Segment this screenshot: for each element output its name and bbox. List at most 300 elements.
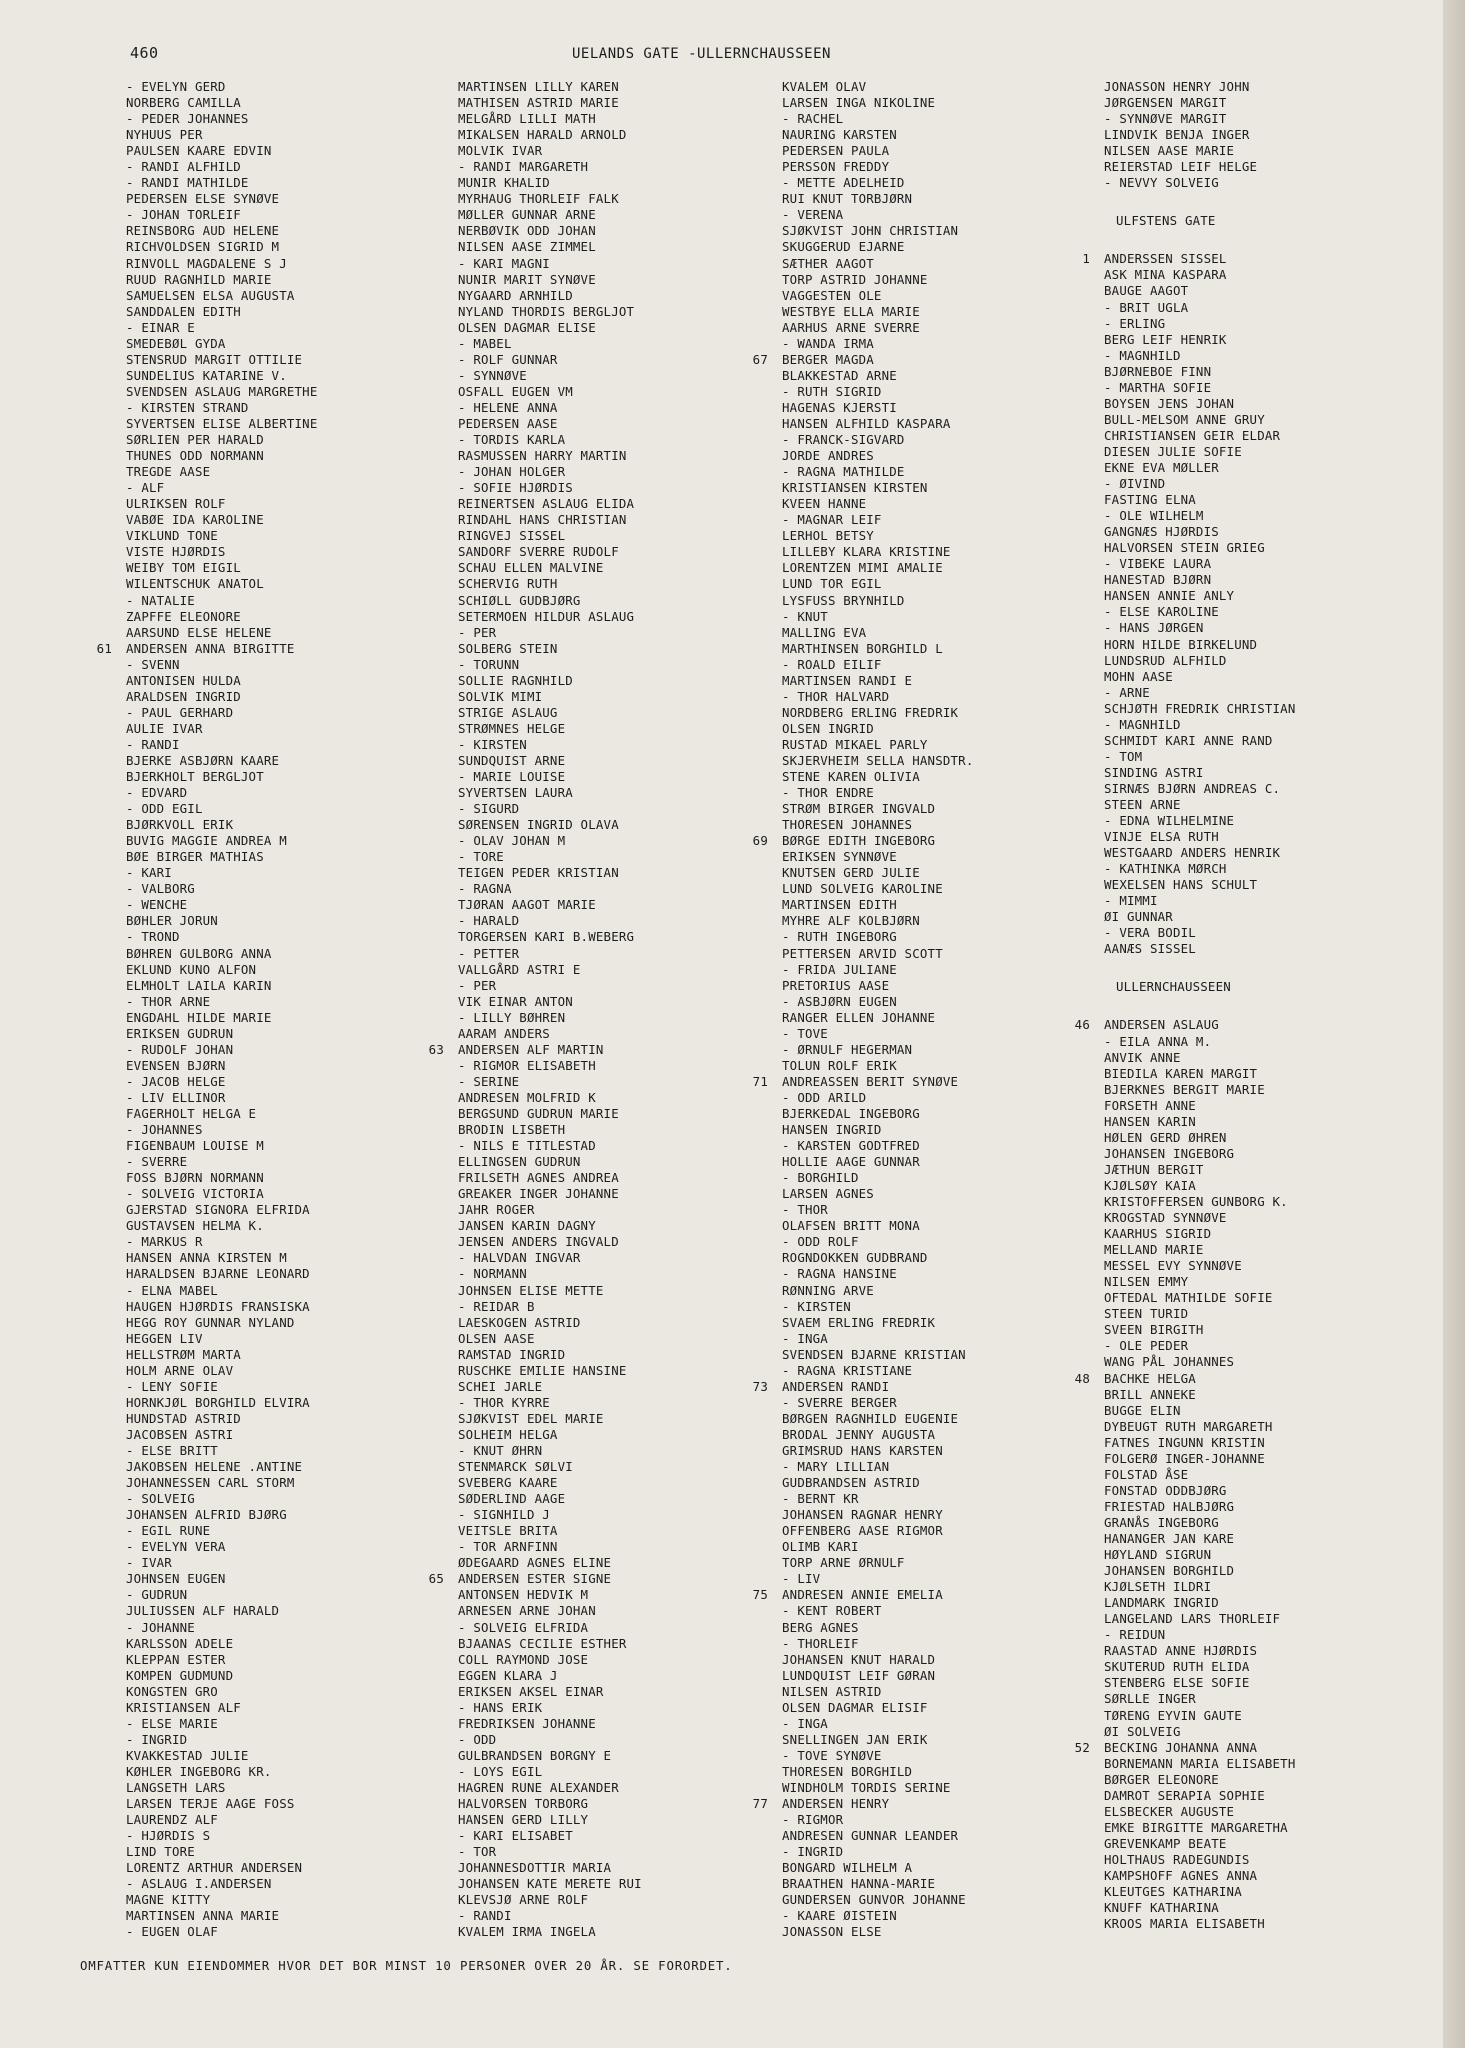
resident-name: ANDRESEN GUNNAR LEANDER: [782, 1828, 959, 1844]
resident-name: HANSEN INGRID: [782, 1122, 882, 1138]
resident-name: ANDERSEN ALF MARTIN: [458, 1041, 604, 1057]
resident-row: [782, 721, 1112, 737]
resident-row: [1104, 95, 1434, 111]
resident-row: [458, 384, 788, 400]
resident-name: SØRENSEN INGRID OLAVA: [458, 817, 619, 833]
resident-row: [126, 528, 456, 544]
resident-row: [458, 593, 788, 609]
resident-name: - REIDAR B: [458, 1298, 535, 1314]
resident-row: [782, 111, 1112, 127]
resident-name: FONSTAD ODDBJØRG: [1104, 1482, 1227, 1498]
resident-name: ANDERSSEN SISSEL: [1104, 251, 1227, 267]
resident-row: [782, 1395, 1112, 1411]
resident-name: - VERENA: [782, 207, 844, 223]
resident-name: HANESTAD BJØRN: [1104, 572, 1212, 588]
resident-name: - RUTH INGEBORG: [782, 929, 897, 945]
resident-row: [458, 1283, 788, 1299]
resident-row: [458, 1908, 788, 1924]
resident-name: FRIESTAD HALBJØRG: [1104, 1498, 1235, 1514]
resident-row: [1104, 1756, 1434, 1772]
resident-name: STRØM BIRGER INGVALD: [782, 801, 936, 817]
resident-name: - SYNNØVE MARGIT: [1104, 111, 1227, 127]
resident-row: [458, 1122, 788, 1138]
resident-row: [126, 609, 456, 625]
resident-name: STEEN TURID: [1104, 1306, 1189, 1322]
resident-row: [782, 1138, 1112, 1154]
resident-row: [458, 1924, 788, 1940]
resident-name: DAMROT SERAPIA SOPHIE: [1104, 1787, 1265, 1803]
resident-name: HOLTHAUS RADEGUNDIS: [1104, 1851, 1250, 1867]
resident-name: BONGARD WILHELM A: [782, 1860, 913, 1876]
resident-row: [1104, 1419, 1434, 1435]
resident-name: - RUTH SIGRID: [782, 383, 882, 399]
resident-name: HAGENAS KJERSTI: [782, 399, 897, 415]
resident-row: [1104, 79, 1434, 95]
resident-name: JOHANSEN INGEBORG: [1104, 1145, 1235, 1161]
resident-name: - RIGMOR: [782, 1812, 844, 1828]
resident-row: [782, 689, 1112, 705]
resident-name: NYLAND THORDIS BERGLJOT: [458, 303, 635, 319]
resident-name: TEIGEN PEDER KRISTIAN: [458, 865, 619, 881]
resident-name: GULBRANDSEN BORGNY E: [458, 1747, 612, 1763]
resident-name: ASK MINA KASPARA: [1104, 267, 1227, 283]
resident-name: - ØIVIND: [1104, 476, 1166, 492]
resident-name: - EUGEN OLAF: [126, 1924, 218, 1940]
resident-row: [782, 1684, 1112, 1700]
resident-row: [126, 1812, 456, 1828]
resident-row: [1104, 1322, 1434, 1338]
resident-row: [1104, 1178, 1434, 1194]
resident-name: LANDMARK INGRID: [1104, 1595, 1219, 1611]
resident-name: GUDBRANDSEN ASTRID: [782, 1475, 920, 1491]
resident-row: [782, 1876, 1112, 1892]
resident-row: [126, 962, 456, 978]
resident-name: CHRISTIANSEN GEIR ELDAR: [1104, 427, 1281, 443]
resident-name: SVENDSEN BJARNE KRISTIAN: [782, 1346, 966, 1362]
resident-row: [1104, 1290, 1434, 1306]
resident-row: [126, 897, 456, 913]
resident-name: RINVOLL MAGDALENE S J: [126, 255, 287, 271]
resident-row: [782, 143, 1112, 159]
resident-row: [96, 640, 456, 657]
resident-row: [1104, 1884, 1434, 1900]
resident-row: [782, 994, 1112, 1010]
resident-name: STENBERG ELSE SOFIE: [1104, 1675, 1250, 1691]
resident-name: BØRGER ELEONORE: [1104, 1771, 1219, 1787]
resident-row: [458, 1186, 788, 1202]
resident-row: [782, 1202, 1112, 1218]
footer-note: OMFATTER KUN EIENDOMMER HVOR DET BOR MINST 10 PERSONER OVER 20 ÅR. SE FORORDET.: [80, 1958, 733, 1973]
resident-row: [782, 272, 1112, 288]
resident-row: [126, 1603, 456, 1619]
resident-name: NERBØVIK ODD JOHAN: [458, 223, 596, 239]
resident-row: [126, 1058, 456, 1074]
resident-name: - LIV ELLINOR: [126, 1089, 226, 1105]
resident-name: OLSEN DAGMAR ELISIF: [782, 1699, 928, 1715]
resident-row: [1104, 1675, 1434, 1691]
resident-row: [458, 1700, 788, 1716]
resident-name: OLAFSEN BRITT MONA: [782, 1218, 920, 1234]
resident-row: [1104, 1451, 1434, 1467]
resident-row: [782, 609, 1112, 625]
resident-name: KVALEM OLAV: [782, 79, 867, 94]
resident-row: [458, 1860, 788, 1876]
resident-name: - ODD ARILD: [782, 1089, 867, 1105]
resident-row: [1104, 1547, 1434, 1563]
resident-name: MARTINSEN LILLY KAREN: [458, 79, 619, 94]
resident-name: - VERA BODIL: [1104, 925, 1196, 941]
resident-name: BRAATHEN HANNA-MARIE: [782, 1876, 936, 1892]
resident-name: MELLAND MARIE: [1104, 1242, 1204, 1258]
resident-name: ROGNDOKKEN GUDBRAND: [782, 1250, 928, 1266]
resident-name: - KATHINKA MØRCH: [1104, 861, 1227, 877]
resident-name: - PETTER: [458, 945, 520, 961]
house-number: 65: [428, 1571, 444, 1587]
resident-name: MAGNE KITTY: [126, 1892, 211, 1908]
resident-name: - ELSE MARIE: [126, 1715, 218, 1731]
resident-name: BUGGE ELIN: [1104, 1402, 1181, 1418]
resident-name: MARTHINSEN BORGHILD L: [782, 640, 943, 656]
resident-row: [458, 480, 788, 496]
resident-name: MELGÅRD LILLI MATH: [458, 111, 596, 127]
resident-row: [1104, 267, 1434, 283]
resident-name: GREVENKAMP BEATE: [1104, 1835, 1227, 1851]
resident-name: - HANS ERIK: [458, 1699, 543, 1715]
resident-name: JOHNSEN ELISE METTE: [458, 1282, 604, 1298]
resident-row: [782, 1652, 1112, 1668]
resident-row: [458, 496, 788, 512]
resident-row: [126, 1620, 456, 1636]
resident-row: [126, 1138, 456, 1154]
resident-name: OLSEN DAGMAR ELISE: [458, 319, 596, 335]
resident-name: KRISTIANSEN ALF: [126, 1699, 241, 1715]
resident-name: - MARTHA SOFIE: [1104, 379, 1212, 395]
resident-name: TOLUN ROLF ERIK: [782, 1057, 897, 1073]
resident-row: [458, 127, 788, 143]
resident-name: - THOR KYRRE: [458, 1394, 550, 1410]
resident-row: [782, 400, 1112, 416]
resident-name: - EDVARD: [126, 785, 188, 801]
resident-name: ARALDSEN INGRID: [126, 688, 241, 704]
resident-name: ANDERSEN HENRY: [782, 1796, 890, 1812]
resident-row: [782, 560, 1112, 576]
resident-row: [782, 223, 1112, 239]
resident-row: [126, 1652, 456, 1668]
resident-row: [458, 865, 788, 881]
resident-row: [1104, 733, 1434, 749]
resident-row: [458, 1620, 788, 1636]
resident-row: [458, 913, 788, 929]
resident-name: - INGA: [782, 1330, 828, 1346]
resident-row: [126, 1443, 456, 1459]
resident-name: JØRGENSEN MARGIT: [1104, 95, 1227, 111]
resident-row: [126, 1587, 456, 1603]
resident-row: [126, 1780, 456, 1796]
resident-name: JAKOBSEN HELENE .ANTINE: [126, 1459, 303, 1475]
resident-name: BACHKE HELGA: [1104, 1370, 1196, 1386]
resident-row: [126, 1202, 456, 1218]
resident-row: [1104, 925, 1434, 941]
resident-row: [782, 657, 1112, 673]
resident-row: [126, 1732, 456, 1748]
resident-name: - SIGURD: [458, 801, 520, 817]
resident-row: [1104, 1643, 1434, 1659]
resident-row: [458, 881, 788, 897]
resident-row: [458, 801, 788, 817]
resident-row: [126, 1459, 456, 1475]
house-number: 46: [1074, 1017, 1090, 1033]
resident-name: - MARKUS R: [126, 1234, 203, 1250]
resident-name: SYVERTSEN LAURA: [458, 785, 573, 801]
resident-row: [126, 1475, 456, 1491]
resident-row: [458, 1250, 788, 1266]
resident-row: [1104, 428, 1434, 444]
resident-row: [782, 1106, 1112, 1122]
resident-row: [126, 1876, 456, 1892]
resident-name: KRISTOFFERSEN GUNBORG K.: [1104, 1194, 1288, 1209]
resident-row: [458, 1523, 788, 1539]
resident-name: EVENSEN BJØRN: [126, 1057, 226, 1073]
resident-name: JOHANSEN BORGHILD: [1104, 1563, 1235, 1579]
resident-name: JOHANSEN ALFRID BJØRG: [126, 1507, 287, 1523]
resident-row: [782, 962, 1112, 978]
resident-name: PEDERSEN ELSE SYNØVE: [126, 191, 280, 207]
resident-name: SCHJØTH FREDRIK CHRISTIAN: [1104, 700, 1296, 716]
resident-name: FREDRIKSEN JOHANNE: [458, 1715, 596, 1731]
resident-row: [458, 1507, 788, 1523]
resident-name: - WENCHE: [126, 897, 188, 913]
resident-name: REINSBORG AUD HELENE: [126, 223, 280, 239]
resident-row: [1104, 1852, 1434, 1868]
resident-name: SIRNÆS BJØRN ANDREAS C.: [1104, 780, 1281, 796]
resident-name: REINERTSEN ASLAUG ELIDA: [458, 496, 635, 512]
resident-name: - TORUNN: [458, 656, 520, 672]
resident-name: - HALVDAN INGVAR: [458, 1250, 581, 1266]
resident-row: [458, 1764, 788, 1780]
resident-name: RUSTAD MIKAEL PARLY: [782, 736, 928, 752]
resident-row: [782, 191, 1112, 207]
resident-name: ELLINGSEN GUDRUN: [458, 1154, 581, 1170]
resident-row: [458, 1812, 788, 1828]
resident-row: [1104, 316, 1434, 332]
resident-name: WESTGAARD ANDERS HENRIK: [1104, 845, 1281, 861]
resident-row: [782, 1555, 1112, 1571]
resident-row: [782, 1844, 1112, 1860]
resident-row: [1104, 829, 1434, 845]
resident-name: BORNEMANN MARIA ELISABETH: [1104, 1755, 1296, 1771]
resident-name: KVEEN HANNE: [782, 496, 867, 512]
resident-name: SJØKVIST EDEL MARIE: [458, 1410, 604, 1426]
street-heading: ULLERNCHAUSSEEN: [1116, 979, 1231, 995]
resident-row: [458, 962, 788, 978]
resident-row: [458, 1202, 788, 1218]
resident-name: HORNKJØL BORGHILD ELVIRA: [126, 1394, 310, 1410]
resident-name: THUNES ODD NORMANN: [126, 448, 264, 464]
resident-row: [126, 512, 456, 528]
resident-row: [782, 1218, 1112, 1234]
resident-row: [126, 657, 456, 673]
resident-name: STENE KAREN OLIVIA: [782, 769, 920, 785]
resident-row: [782, 946, 1112, 962]
house-number: 67: [752, 351, 768, 367]
resident-name: REIERSTAD LEIF HELGE: [1104, 159, 1258, 175]
resident-row: [458, 1555, 788, 1571]
resident-name: - BRIT UGLA: [1104, 299, 1189, 315]
resident-name: - ALF: [126, 480, 165, 496]
resident-name: SVAEM ERLING FREDRIK: [782, 1314, 936, 1330]
resident-row: [458, 1427, 788, 1443]
resident-row: [126, 625, 456, 641]
resident-name: FASTING ELNA: [1104, 492, 1196, 508]
resident-name: - ASLAUG I.ANDERSEN: [126, 1876, 272, 1892]
resident-name: AARHUS ARNE SVERRE: [782, 319, 920, 335]
resident-name: ANTONISEN HULDA: [126, 672, 241, 688]
resident-row: [458, 929, 788, 945]
resident-row: [1104, 1836, 1434, 1852]
resident-name: GANGNÆS HJØRDIS: [1104, 524, 1219, 540]
resident-name: - HELENE ANNA: [458, 399, 558, 415]
house-number: 75: [752, 1587, 768, 1603]
resident-name: - NEVVY SOLVEIG: [1104, 175, 1219, 191]
resident-row: [458, 79, 788, 95]
resident-name: VISTE HJØRDIS: [126, 544, 226, 560]
resident-name: WEXELSEN HANS SCHULT: [1104, 877, 1258, 893]
resident-name: - PER: [458, 624, 497, 640]
resident-row: [1104, 1387, 1434, 1403]
resident-row: [1104, 1691, 1434, 1707]
resident-name: ØI SOLVEIG: [1104, 1723, 1181, 1739]
resident-name: RICHVOLDSEN SIGRID M: [126, 239, 280, 255]
resident-name: BULL-MELSOM ANNE GRUY: [1104, 411, 1265, 427]
resident-row: [458, 1395, 788, 1411]
resident-name: MALLING EVA: [782, 624, 867, 640]
resident-name: JONASSON HENRY JOHN: [1104, 79, 1250, 94]
resident-row: [782, 1058, 1112, 1074]
resident-name: HANSEN GERD LILLY: [458, 1812, 589, 1828]
resident-name: TORGERSEN KARI B.WEBERG: [458, 929, 635, 945]
resident-name: - EVELYN GERD: [126, 79, 226, 94]
resident-row: [458, 1876, 788, 1892]
resident-name: WEIBY TOM EIGIL: [126, 560, 241, 576]
resident-name: MUNIR KHALID: [458, 175, 550, 191]
resident-name: THORESEN BORGHILD: [782, 1763, 913, 1779]
resident-row: [782, 79, 1112, 95]
resident-row: [782, 625, 1112, 641]
resident-name: VABØE IDA KAROLINE: [126, 512, 264, 528]
resident-name: BRODAL JENNY AUGUSTA: [782, 1426, 936, 1442]
resident-name: SETERMOEN HILDUR ASLAUG: [458, 608, 635, 624]
resident-row: [782, 1828, 1112, 1844]
resident-name: - HARALD: [458, 913, 520, 929]
resident-row: [752, 1073, 1112, 1090]
resident-row: [458, 560, 788, 576]
resident-row: [782, 1170, 1112, 1186]
resident-row: [458, 1234, 788, 1250]
resident-row: [126, 817, 456, 833]
resident-name: THORESEN JOHANNES: [782, 817, 913, 833]
resident-row: [458, 544, 788, 560]
resident-row: [126, 272, 456, 288]
resident-row: [458, 1443, 788, 1459]
resident-row: [752, 1587, 1112, 1603]
resident-name: BØHREN GULBORG ANNA: [126, 945, 272, 961]
resident-row: [1104, 653, 1434, 669]
resident-name: SUNDQUIST ARNE: [458, 752, 566, 768]
resident-row: [782, 1347, 1112, 1363]
resident-row: [126, 946, 456, 962]
resident-row: [1104, 300, 1434, 316]
resident-name: SØRLIEN PER HARALD: [126, 432, 264, 448]
resident-row: [782, 1427, 1112, 1443]
resident-name: LUND SOLVEIG KAROLINE: [782, 881, 943, 897]
resident-name: ELSBECKER AUGUSTE: [1104, 1803, 1235, 1819]
resident-name: ANDREASSEN BERIT SYNØVE: [782, 1073, 959, 1089]
resident-name: - LILLY BØHREN: [458, 1009, 566, 1025]
resident-name: NILSEN ASTRID: [782, 1683, 882, 1699]
resident-name: - THOR ENDRE: [782, 785, 874, 801]
resident-row: [458, 1828, 788, 1844]
resident-row: [458, 95, 788, 111]
resident-row: [1104, 1242, 1434, 1258]
resident-name: ANVIK ANNE: [1104, 1049, 1181, 1065]
resident-name: - MAGNAR LEIF: [782, 512, 882, 528]
resident-name: LUNDQUIST LEIF GØRAN: [782, 1667, 936, 1683]
resident-name: NYHUUS PER: [126, 127, 203, 143]
resident-name: - RANDI: [458, 1908, 512, 1924]
resident-row: [782, 127, 1112, 143]
resident-row: [126, 785, 456, 801]
house-number: 71: [752, 1073, 768, 1089]
resident-name: - KARI: [126, 865, 172, 881]
page-number: 460: [130, 44, 159, 62]
resident-row: [126, 95, 456, 111]
resident-row: [1104, 1659, 1434, 1675]
resident-row: [1074, 1017, 1434, 1033]
resident-row: [1104, 861, 1434, 877]
resident-name: - RANDI: [126, 736, 180, 752]
resident-row: [1104, 1258, 1434, 1274]
resident-row: [126, 1748, 456, 1764]
resident-name: - RANDI ALFHILD: [126, 159, 241, 175]
resident-name: GRIMSRUD HANS KARSTEN: [782, 1442, 943, 1458]
resident-name: LANGELAND LARS THORLEIF: [1104, 1611, 1281, 1627]
resident-row: [126, 1700, 456, 1716]
resident-name: ANDRESEN MOLFRID K: [458, 1089, 596, 1105]
resident-row: [458, 1684, 788, 1700]
resident-row: [1074, 1739, 1434, 1756]
resident-row: [782, 304, 1112, 320]
resident-row: [458, 368, 788, 384]
resident-name: RAMSTAD INGRID: [458, 1346, 566, 1362]
resident-name: SØDERLIND AAGE: [458, 1491, 566, 1507]
resident-row: [782, 576, 1112, 592]
resident-name: JOHANSEN RAGNAR HENRY: [782, 1507, 943, 1523]
resident-name: - ROLF GUNNAR: [458, 351, 558, 367]
resident-name: BRILL ANNEKE: [1104, 1386, 1196, 1402]
resident-name: JACOBSEN ASTRI: [126, 1426, 234, 1442]
resident-name: - ØRNULF HEGERMAN: [782, 1041, 913, 1057]
resident-row: [458, 1459, 788, 1475]
resident-name: - INGA: [782, 1715, 828, 1731]
resident-row: [126, 994, 456, 1010]
resident-row: [126, 304, 456, 320]
resident-name: PEDERSEN PAULA: [782, 143, 890, 159]
resident-name: NYGAARD ARNHILD: [458, 287, 573, 303]
resident-row: [1082, 251, 1434, 267]
resident-row: [126, 1395, 456, 1411]
resident-name: GUNDERSEN GUNVOR JOHANNE: [782, 1892, 966, 1908]
resident-name: - HJØRDIS S: [126, 1828, 211, 1844]
